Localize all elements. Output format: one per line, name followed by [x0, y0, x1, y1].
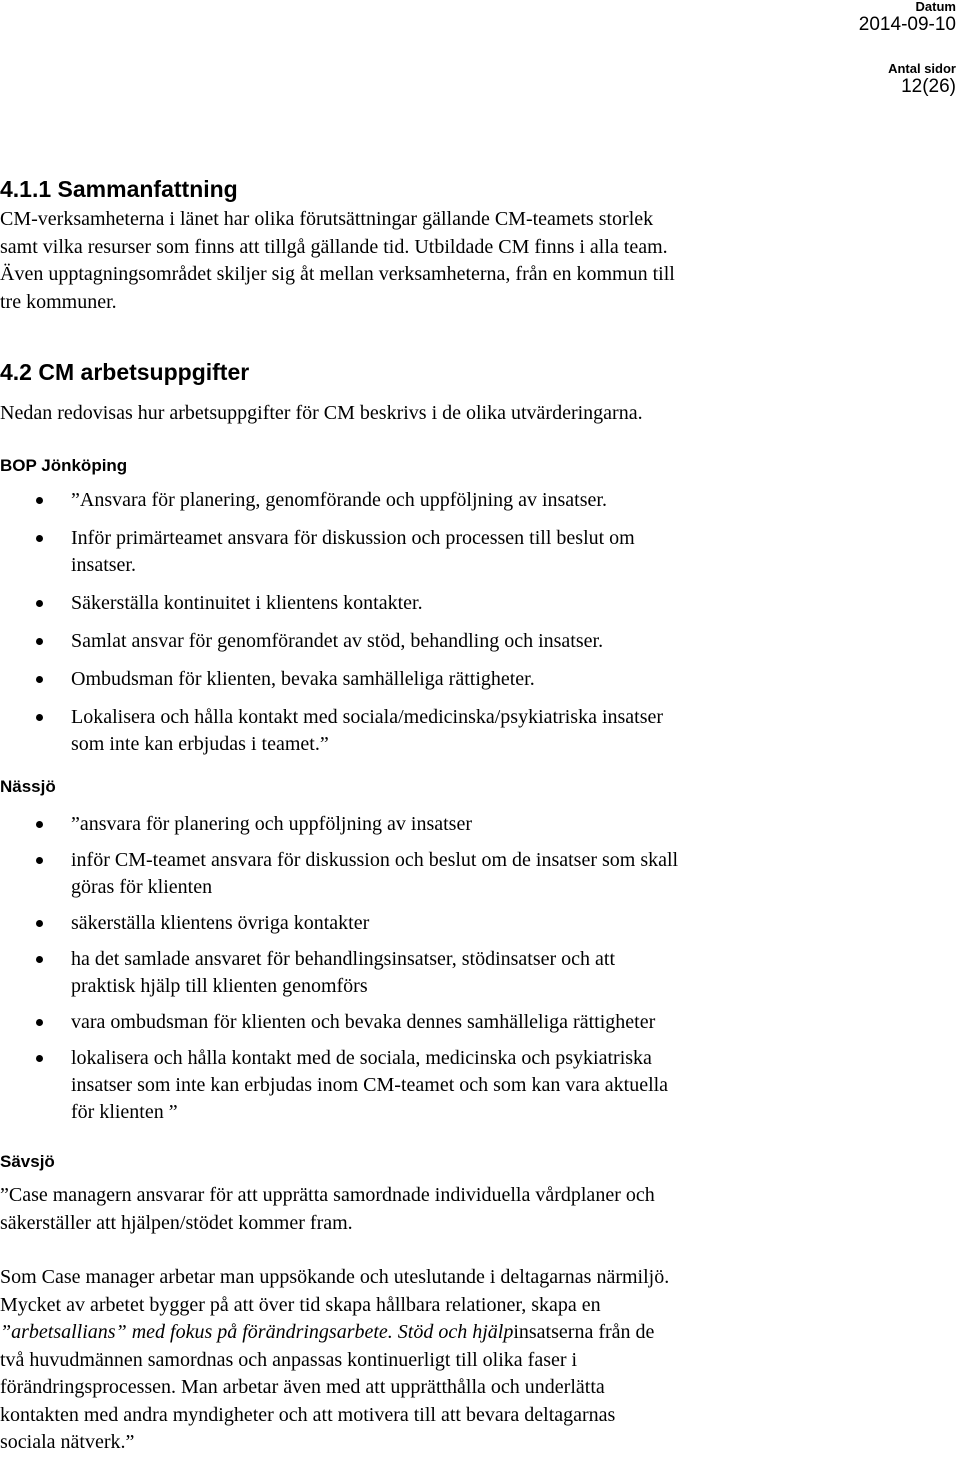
savsjo-paragraph-1: ”Case managern ansvarar för att upprätta samordnade individuella vårdplaner och säkerställer att hjälpen/stödet kommer fram.	[0, 1184, 655, 1234]
bop-task-list	[0, 487, 900, 769]
subheading-savsjo: Sävsjö	[0, 1152, 55, 1171]
page-count-label: Antal sidor	[888, 61, 956, 76]
date-label: Datum	[915, 0, 956, 14]
list-item: Inför primärteamet ansvara för diskussion och processen till beslut om insatser.	[0, 525, 900, 579]
bullet-icon	[36, 638, 43, 645]
bullet-icon	[36, 714, 43, 721]
page-count-block	[888, 62, 956, 98]
subheading-bop-jonkoping: BOP Jönköping	[0, 456, 128, 475]
bullet-icon	[36, 956, 43, 963]
list-item: ha det samlade ansvaret för behandlingsinsatser, stödinsatser och att praktisk hjälp till klienten genomförs	[0, 946, 900, 1000]
tasks-intro: Nedan redovisas hur arbetsuppgifter för CM beskrivs i de olika utvärderingarna.	[0, 402, 643, 424]
bullet-icon	[36, 821, 43, 828]
nassjo-task-list	[0, 811, 900, 1135]
page-count-value: 12(26)	[901, 76, 956, 97]
savsjo-paragraph-2: Som Case manager arbetar man uppsökande och uteslutande i deltagarnas närmiljö. Mycket av arbetet bygger på att över tid skapa hållbara relationer, skapa en ”arbetsallians” med fokus på förändringsarbete. Stöd och hjälpinsatserna från de två huvudmännen samordnas och anpassas kontinuerligt till olika faser i förändringsprocessen. Man arbetar även med att upprätthålla och underlätta kontakten med andra myndigheter och att motivera till att bevara deltagarnas sociala nätverk.”	[0, 1266, 670, 1453]
list-item: säkerställa klientens övriga kontakter	[0, 910, 900, 937]
summary-line: CM-verksamheterna i länet har olika förutsättningar gällande CM-teamets storlek	[0, 208, 654, 230]
bullet-icon	[36, 497, 43, 504]
bullet-icon	[36, 920, 43, 927]
summary-line: tre kommuner.	[0, 290, 117, 313]
bullet-icon	[36, 600, 43, 607]
list-item: Ombudsman för klienten, bevaka samhälleliga rättigheter.	[0, 666, 900, 693]
list-item: vara ombudsman för klienten och bevaka dennes samhälleliga rättigheter	[0, 1009, 900, 1036]
date-block	[859, 0, 956, 36]
list-item: Samlat ansvar för genomförandet av stöd, behandling och insatser.	[0, 628, 900, 655]
bullet-icon	[36, 1019, 43, 1026]
bullet-icon	[36, 535, 43, 542]
subheading-nassjo: Nässjö	[0, 777, 56, 796]
list-item: ”Ansvara för planering, genomförande och uppföljning av insatser.	[0, 487, 900, 514]
list-item: Säkerställa kontinuitet i klientens kontakter.	[0, 590, 900, 617]
list-item: inför CM-teamet ansvara för diskussion och beslut om de insatser som skall göras för klienten	[0, 847, 900, 901]
list-item: lokalisera och hålla kontakt med de sociala, medicinska och psykiatriska insatser som inte kan erbjudas inom CM-teamet och som kan vara aktuella för klienten ”	[0, 1045, 900, 1126]
date-value: 2014-09-10	[858, 14, 956, 35]
list-item: ”ansvara för planering och uppföljning av insatser	[0, 811, 900, 838]
summary-line: Även upptagningsområdet skiljer sig åt mellan verksamheterna, från en kommun till	[0, 263, 675, 285]
section-heading-tasks: 4.2 CM arbetsuppgifter	[0, 359, 250, 385]
summary-paragraph	[0, 206, 930, 316]
list-item: Lokalisera och hålla kontakt med sociala/medicinska/psykiatriska insatser som inte kan erbjudas i teamet.”	[0, 704, 900, 758]
section-heading-summary: 4.1.1 Sammanfattning	[0, 176, 238, 202]
bullet-icon	[36, 1055, 43, 1062]
emphasis-text: ”arbetsallians” med fokus på förändringsarbete. Stöd och hjälp	[0, 1321, 514, 1343]
bullet-icon	[36, 676, 43, 683]
bullet-icon	[36, 857, 43, 864]
summary-line: samt vilka resurser som finns att tillgå gällande tid. Utbildade CM finns i alla team.	[0, 235, 668, 258]
